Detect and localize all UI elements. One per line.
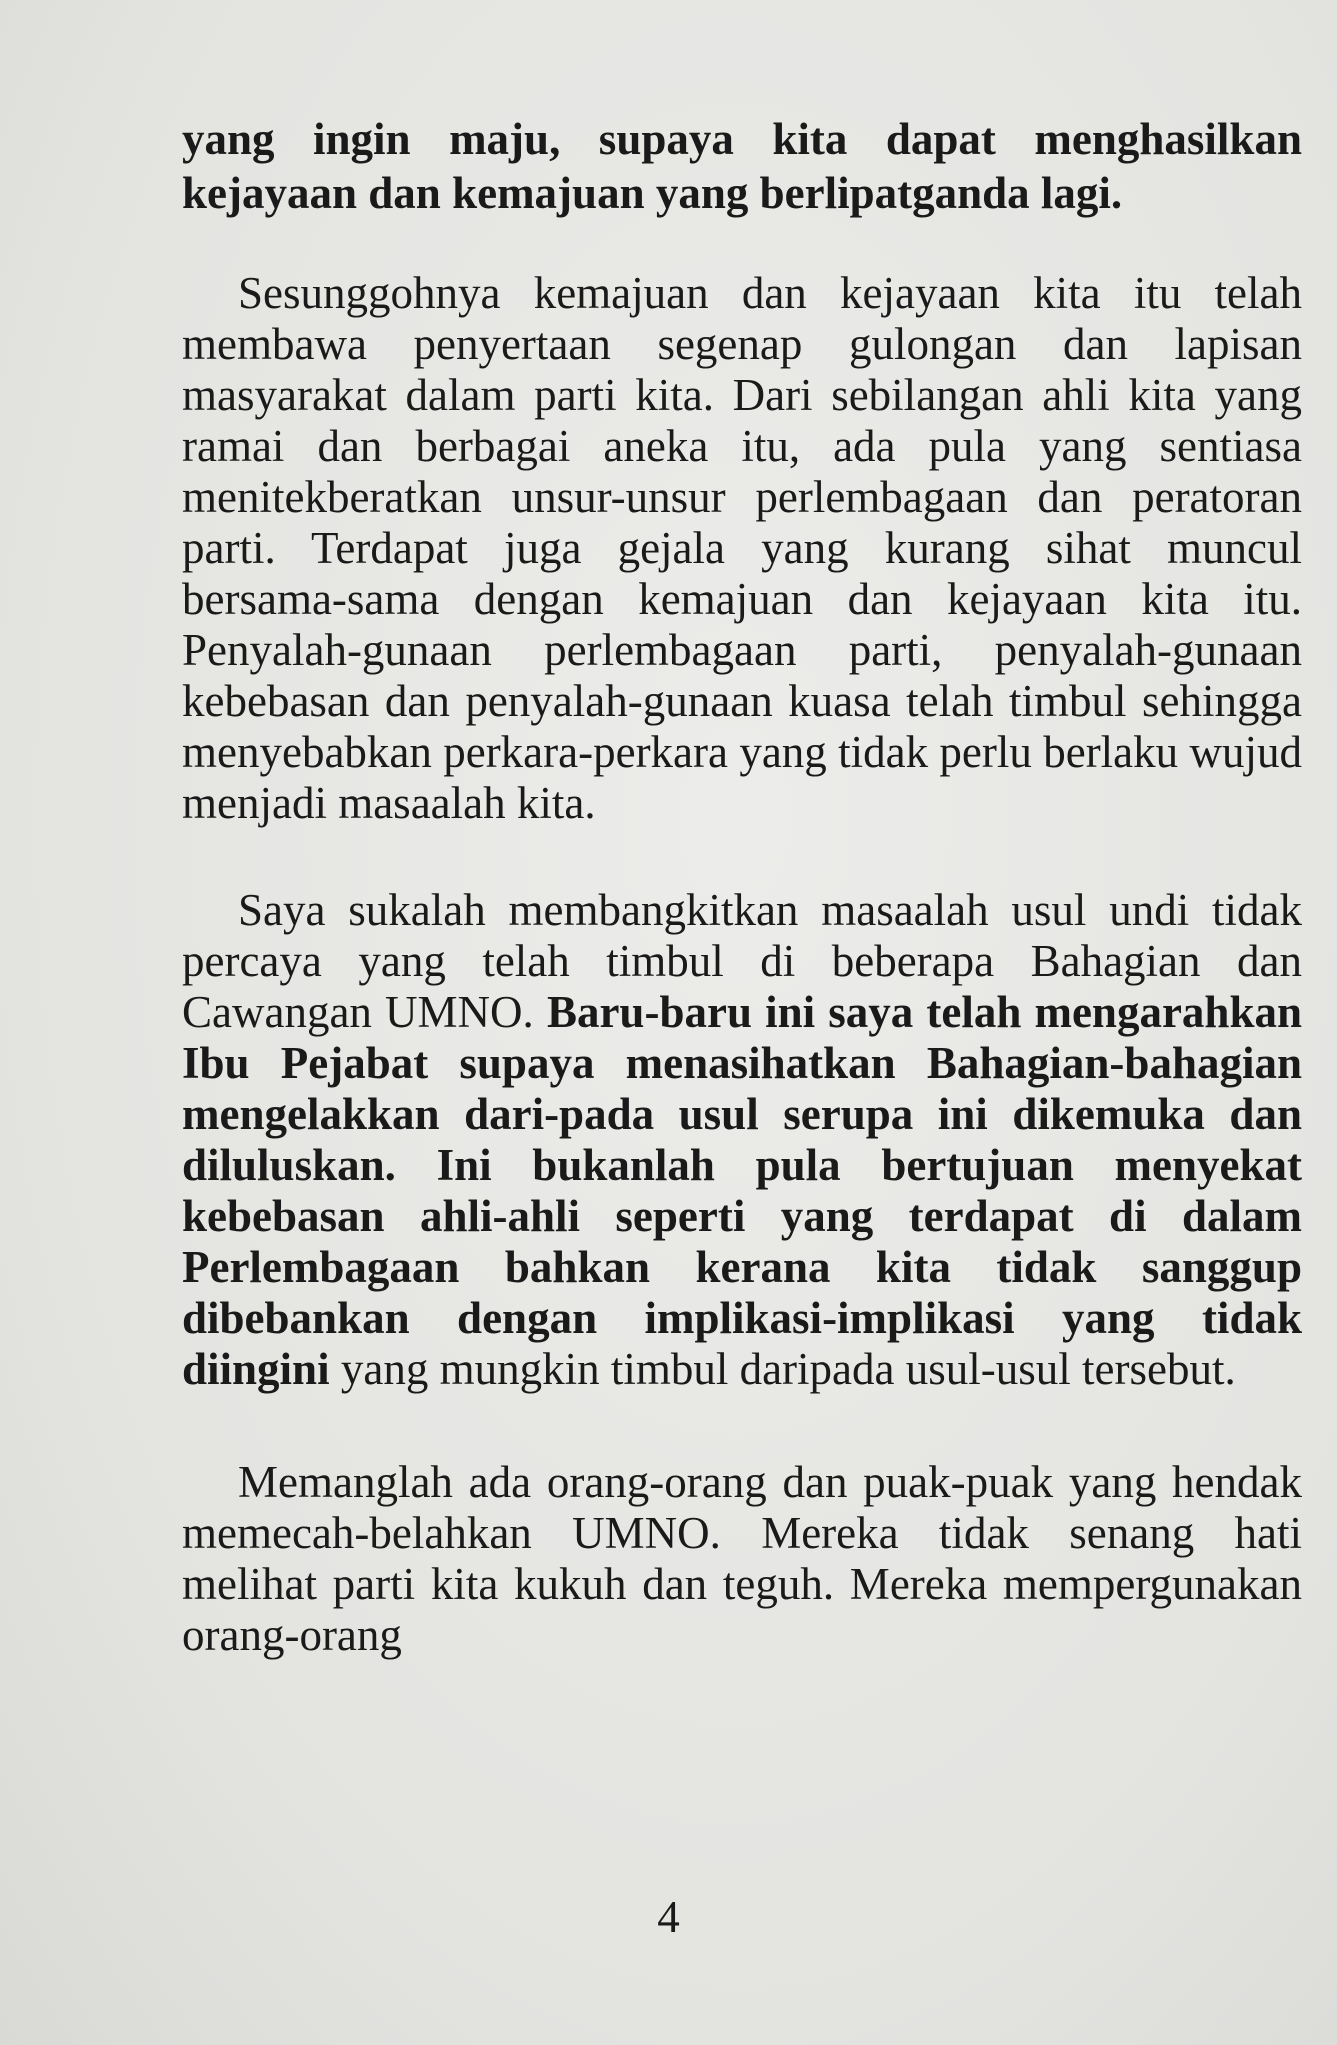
paragraph-2: Sesunggohnya kemajuan dan kejayaan kita itu telah membawa penyertaan segenap gulongan dan lapisan masyarakat dalam parti kita. Dari sebilangan ahli kita yang ramai dan berbagai aneka itu, ada pula yang sentiasa menitekberatkan unsur-unsur perlembagaan dan peratoran parti. Terdapat juga gejala yang kurang sihat muncul bersama-sama dengan kemajuan dan kejayaan kita itu. Penyalah-gunaan perlembagaan parti, penyalah-gunaan kebebasan dan penyalah-gunaan kuasa telah timbul sehingga menyebabkan perkara-perkara yang tidak perlu berlaku wujud menjadi masaalah kita.	[182, 268, 1302, 828]
paragraph-3	[182, 885, 1302, 1395]
page-number: 4	[657, 1892, 680, 1942]
paragraph-3-regular-start: Saya sukalah membangkitkan masaalah usul undi tidak percaya yang telah timbul di beberapa Bahagian dan Cawangan UMNO.	[182, 885, 1302, 1037]
paragraph-3-regular-end: yang mungkin timbul daripada usul-usul tersebut.	[340, 1344, 1236, 1394]
body-text	[182, 112, 1302, 1661]
paragraph-4: Memanglah ada orang-orang dan puak-puak yang hendak memecah-belahkan UMNO. Mereka tidak senang hati melihat parti kita kukuh dan teguh. Mereka mempergunakan orang-orang	[182, 1457, 1302, 1660]
paragraph-3-bold: Baru-baru ini saya telah mengarahkan Ibu Pejabat supaya menasihatkan Bahagian-bahagian mengelakkan dari-pada usul serupa ini dikemuka dan diluluskan. Ini bukanlah pula bertujuan menyekat kebebasan ahli-ahli seperti yang terdapat di dalam Perlembagaan bahkan kerana kita tidak sanggup dibebankan dengan implikasi-implikasi yang tidak diingini	[182, 987, 1303, 1394]
paragraph-1: yang ingin maju, supaya kita dapat menghasilkan kejayaan dan kemajuan yang berlipatganda lagi.	[182, 114, 1302, 218]
